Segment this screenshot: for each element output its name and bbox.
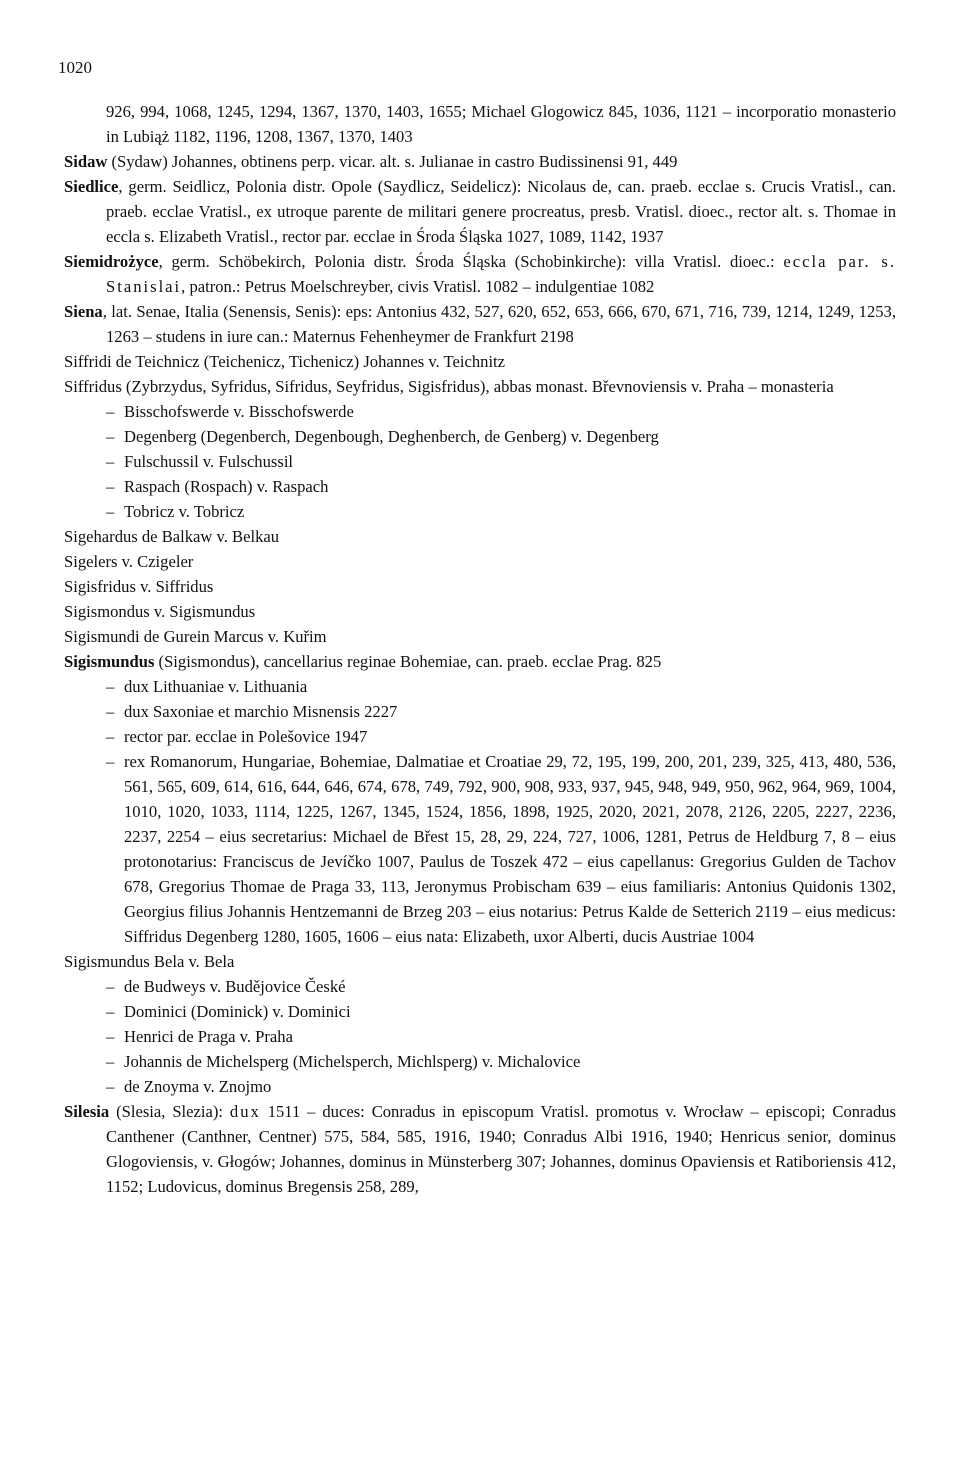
entry-headword: Sidaw: [64, 152, 108, 171]
dash-glyph: –: [106, 1027, 115, 1046]
subentry: [64, 424, 896, 449]
entry-sigismundus: [64, 649, 896, 674]
dash-glyph: –: [106, 402, 115, 421]
subentry-text: Dominici (Dominick) v. Dominici: [124, 1002, 351, 1021]
entry-text: Siffridi de Teichnicz (Teichenicz, Tichenicz) Johannes v. Teichnitz: [64, 352, 506, 371]
entry-text: 1511 – duces: Conradus in episcopum Vratisl. promotus v. Wrocław – episcopi; Conradus Canthener (Canthner, Centner) 575, 584, 585, 1916, 1940; Conradus Albi 1916, 1940; Henricus senior, dominus Glogoviensis, v. Głogów; Johannes, dominus in Münsterberg 307; Johannes, dominus Opaviensis et Ratiboriensis 412, 1152; Ludovicus, dominus Bregensis 258, 289,: [106, 1102, 896, 1196]
subentry-text: dux Saxoniae et marchio Misnensis 2227: [124, 702, 398, 721]
entry-sigehardus: [64, 524, 896, 549]
entry-siedlice: [64, 174, 896, 249]
entry-headword: Silesia: [64, 1102, 110, 1121]
entry-text: , patron.: Petrus Moelschreyber, civis Vratisl. 1082 – indulgentiae 1082: [181, 277, 655, 296]
subentry-text: Degenberg (Degenberch, Degenbough, Deghenberch, de Genberg) v. Degenberg: [124, 427, 659, 446]
subentry: [64, 1024, 896, 1049]
entry-text: Sigismondus v. Sigismundus: [64, 602, 256, 621]
subentry: [64, 724, 896, 749]
subentry-text: de Znoyma v. Znojmo: [124, 1077, 272, 1096]
subentry-text: Bisschofswerde v. Bisschofswerde: [124, 402, 354, 421]
subentry: [64, 699, 896, 724]
entry-text: Siffridus (Zybrzydus, Syfridus, Sifridus, Seyfridus, Sigisfridus), abbas monast. Břevnoviensis v. Praha – monasteria: [64, 377, 834, 396]
subentry: [64, 399, 896, 424]
dash-glyph: –: [106, 727, 115, 746]
subentry-text: Raspach (Rospach) v. Raspach: [124, 477, 329, 496]
subentry-text: de Budweys v. Budějovice České: [124, 977, 346, 996]
subentry: [64, 1049, 896, 1074]
entry-spaced-text: eccla par. s. Stanislai: [106, 252, 896, 296]
entry-headword: Siemidrożyce: [64, 252, 159, 271]
entry-silesia: [64, 1099, 896, 1199]
entry-sidaw: [64, 149, 896, 174]
entry-siffridi: [64, 349, 896, 374]
dash-glyph: –: [106, 477, 115, 496]
subentry: [64, 1074, 896, 1099]
subentry: [64, 749, 896, 949]
dash-glyph: –: [106, 452, 115, 471]
subentry: [64, 449, 896, 474]
subentry-text: Tobricz v. Tobricz: [124, 502, 245, 521]
subentry-text: rector par. ecclae in Polešovice 1947: [124, 727, 368, 746]
entry-text: Sigehardus de Balkaw v. Belkau: [64, 527, 280, 546]
entry-spaced-text: dux: [229, 1102, 261, 1121]
entry-sigelers: [64, 549, 896, 574]
page-number: 1020: [58, 58, 92, 77]
entry-sigisfridus: [64, 574, 896, 599]
entry-text: Sigisfridus v. Siffridus: [64, 577, 214, 596]
entry-text: (Sydaw) Johannes, obtinens perp. vicar. alt. s. Julianae in castro Budissinensi 91, 449: [107, 152, 678, 171]
dash-glyph: –: [106, 752, 115, 771]
entry-headword: Siena: [64, 302, 103, 321]
entry-text: Sigismundi de Gurein Marcus v. Kuřim: [64, 627, 327, 646]
entry-siffridus: [64, 374, 896, 399]
entry-continuation: [64, 99, 896, 149]
entry-headword: Siedlice: [64, 177, 119, 196]
subentry: [64, 674, 896, 699]
index-column: [64, 99, 896, 1199]
dash-glyph: –: [106, 427, 115, 446]
entry-text: 926, 994, 1068, 1245, 1294, 1367, 1370, 1403, 1655; Michael Glogowicz 845, 1036, 1121 – incorporatio monasterio in Lubiąż 1182, 1196, 1208, 1367, 1370, 1403: [106, 102, 896, 146]
subentry: [64, 974, 896, 999]
dash-glyph: –: [106, 977, 115, 996]
entry-siemidrozyce: [64, 249, 896, 299]
entry-text: (Slesia, Slezia):: [109, 1102, 230, 1121]
dash-glyph: –: [106, 1052, 115, 1071]
subentry-text: Fulschussil v. Fulschussil: [124, 452, 294, 471]
entry-siena: [64, 299, 896, 349]
dash-glyph: –: [106, 502, 115, 521]
entry-text: Sigelers v. Czigeler: [64, 552, 194, 571]
entry-text: , germ. Seidlicz, Polonia distr. Opole (Saydlicz, Seidelicz): Nicolaus de, can. praeb. ecclae s. Crucis Vratisl., can. praeb. ecclae Vratisl., ex utroque parente de militari genere procreatus, presb. Vratisl. dioec., rector alt. s. Thomae in eccla s. Elizabeth Vratisl., rector par. ecclae in Środa Śląska 1027, 1089, 1142, 1937: [106, 177, 896, 246]
entry-sigismundus-bela: [64, 949, 896, 974]
entry-text: (Sigismondus), cancellarius reginae Bohemiae, can. praeb. ecclae Prag. 825: [154, 652, 662, 671]
entry-text: , germ. Schöbekirch, Polonia distr. Środa Śląska (Schobinkirche): villa Vratisl. dioec.:: [158, 252, 784, 271]
subentry: [64, 999, 896, 1024]
subentry-text: Johannis de Michelsperg (Michelsperch, Michlsperg) v. Michalovice: [124, 1052, 581, 1071]
dash-glyph: –: [106, 702, 115, 721]
entry-sigismundi: [64, 624, 896, 649]
dash-glyph: –: [106, 677, 115, 696]
subentry: [64, 474, 896, 499]
entry-sigismondus: [64, 599, 896, 624]
subentry-text: Henrici de Praga v. Praha: [124, 1027, 293, 1046]
dash-glyph: –: [106, 1077, 115, 1096]
entry-text: Sigismundus Bela v. Bela: [64, 952, 235, 971]
entry-text: , lat. Senae, Italia (Senensis, Senis): eps: Antonius 432, 527, 620, 652, 653, 666, 670, 671, 716, 739, 1214, 1249, 1253, 1263 – studens in iure can.: Maternus Fehenheymer de Frankfurt 2198: [102, 302, 896, 346]
subentry-text: rex Romanorum, Hungariae, Bohemiae, Dalmatiae et Croatiae 29, 72, 195, 199, 200, 201, 239, 325, 413, 480, 536, 561, 565, 609, 614, 616, 644, 646, 674, 678, 749, 792, 900, 908, 933, 937, 945, 948, 949, 950, 962, 964, 969, 1004, 1010, 1020, 1033, 1114, 1225, 1267, 1345, 1524, 1856, 1898, 1925, 2020, 2021, 2078, 2126, 2205, 2227, 2236, 2237, 2254 – eius secretarius: Michael de Břest 15, 28, 29, 224, 727, 1006, 1281, Petrus de Heldburg 7, 8 – eius protonotarius: Franciscus de Jevíčko 1007, Paulus de Toszek 472 – eius capellanus: Gregorius Gulden de Tachov 678, Gregorius Thomae de Praga 33, 113, Jeronymus Probischam 639 – eius familiaris: Antonius Quidonis 1302, Georgius filius Johannis Hentzemanni de Brzeg 203 – eius notarius: Petrus Kalde de Setterich 2119 – eius medicus: Siffridus Degenberg 1280, 1605, 1606 – eius nata: Elizabeth, uxor Alberti, ducis Austriae 1004: [124, 752, 896, 946]
entry-headword: Sigismundus: [64, 652, 155, 671]
subentry-text: dux Lithuaniae v. Lithuania: [124, 677, 308, 696]
dash-glyph: –: [106, 1002, 115, 1021]
subentry: [64, 499, 896, 524]
